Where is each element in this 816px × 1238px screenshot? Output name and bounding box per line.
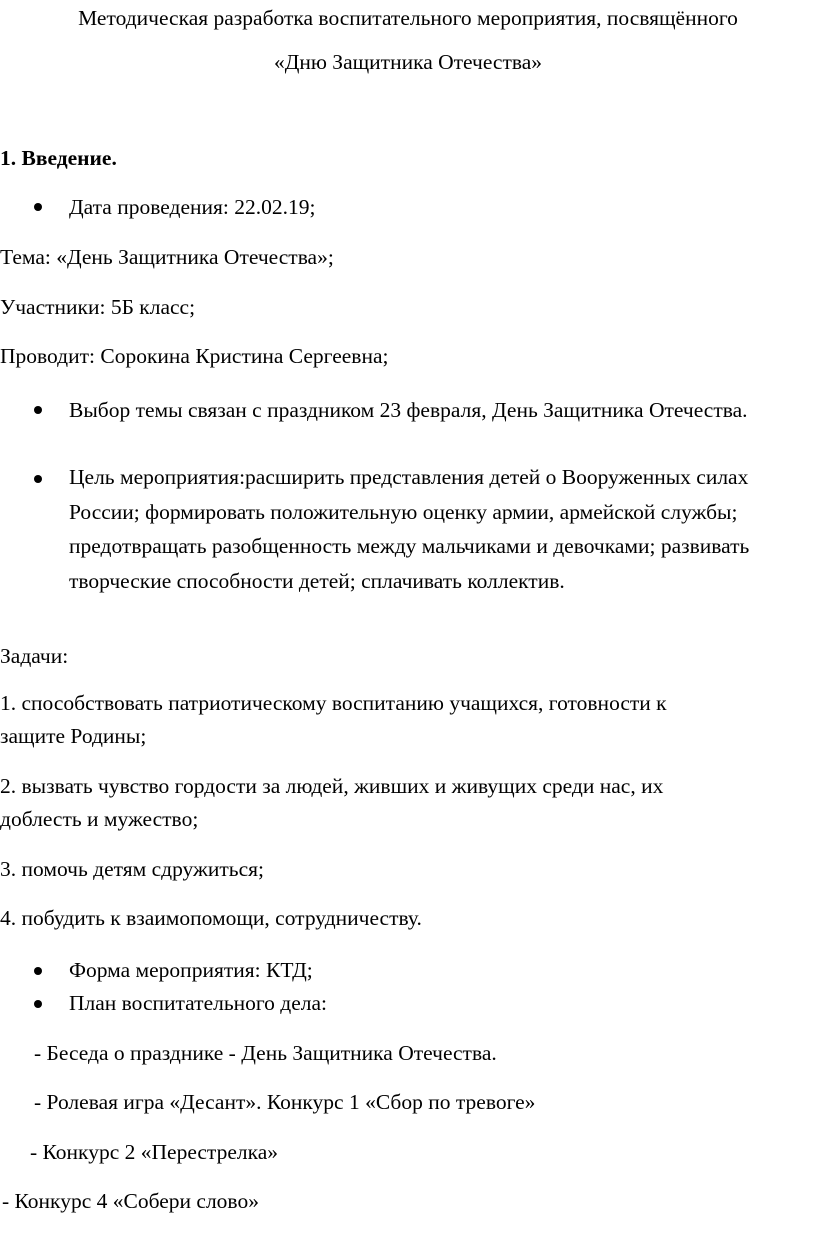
- bullet-text-topic-choice: Выбор темы связан с праздником 23 февраля, День Защитника Отечества.: [69, 398, 748, 422]
- bullet-text-form: Форма мероприятия: КТД;: [69, 958, 313, 982]
- plan-step-1: - Беседа о празднике - День Защитника Отечества.: [34, 1041, 497, 1065]
- bullet-text-goal: Цель мероприятия:расширить представления детей о Вооруженных силах России; формировать положительную оценку армии, армейской службы; предотвращать разобщенность между мальчиками и девочками; развивать творческие способности детей; сплачивать коллектив.: [69, 465, 750, 593]
- bullet-icon: [34, 475, 42, 483]
- task-1-line-1: 1. способствовать патриотическому воспитанию учащихся, готовности к: [0, 691, 667, 715]
- tasks-heading: Задачи:: [0, 644, 69, 668]
- bullet-icon: [34, 203, 42, 211]
- task-4: 4. побудить к взаимопомощи, сотрудничеству.: [0, 906, 422, 930]
- bullet-icon: [34, 406, 42, 414]
- bullet-icon: [34, 967, 42, 975]
- bullet-icon: [34, 1000, 42, 1008]
- document-title-line-1: Методическая разработка воспитательного мероприятия, посвящённого: [78, 6, 738, 30]
- task-1-line-2: защите Родины;: [0, 724, 147, 748]
- participants-line: Участники: 5Б класс;: [0, 295, 196, 319]
- task-2-line-2: доблесть и мужество;: [0, 807, 199, 831]
- task-2-line-1: 2. вызвать чувство гордости за людей, живших и живущих среди нас, их: [0, 774, 664, 798]
- theme-line: Тема: «День Защитника Отечества»;: [0, 245, 334, 269]
- plan-step-4: - Конкурс 4 «Собери слово»: [2, 1189, 259, 1213]
- task-3: 3. помочь детям сдружиться;: [0, 857, 264, 881]
- plan-step-3: - Конкурс 2 «Перестрелка»: [30, 1140, 279, 1164]
- bullet-text-plan: План воспитательного дела:: [69, 991, 328, 1015]
- host-line: Проводит: Сорокина Кристина Сергеевна;: [0, 344, 389, 368]
- document-title-line-2: «Дню Защитника Отечества»: [273, 50, 543, 74]
- bullet-text-date: Дата проведения: 22.02.19;: [69, 195, 316, 219]
- section-heading-introduction: 1. Введение.: [0, 146, 117, 170]
- plan-step-2: - Ролевая игра «Десант». Конкурс 1 «Сбор по тревоге»: [34, 1090, 536, 1114]
